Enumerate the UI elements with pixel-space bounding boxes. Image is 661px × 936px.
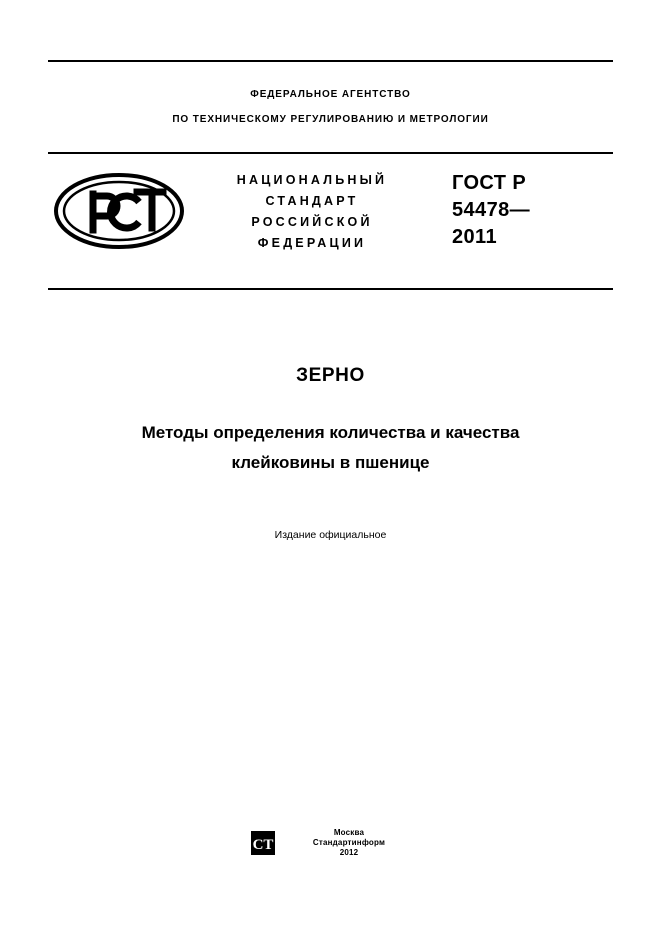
publisher-name: Стандартинформ bbox=[312, 838, 386, 847]
standartinform-logo-icon bbox=[250, 830, 276, 856]
publisher-city: Москва bbox=[333, 828, 365, 837]
svg-text:СТ: СТ bbox=[252, 837, 274, 853]
document-subtitle-line-2: клейковины в пшенице bbox=[231, 453, 430, 472]
designation-line-3: 2011 bbox=[452, 226, 497, 248]
designation-line-1: ГОСТ Р bbox=[452, 172, 527, 194]
divider-bottom bbox=[48, 288, 613, 290]
divider-top bbox=[48, 60, 613, 62]
standard-designation bbox=[452, 170, 612, 251]
designation-line-2: 54478— bbox=[452, 199, 531, 221]
rst-emblem-icon bbox=[53, 172, 185, 250]
standard-kind-line-4: ФЕДЕРАЦИИ bbox=[257, 236, 367, 250]
agency-block bbox=[48, 88, 613, 127]
divider-middle bbox=[48, 152, 613, 154]
standard-kind-line-1: НАЦИОНАЛЬНЫЙ bbox=[236, 173, 388, 187]
standard-kind-line-2: СТАНДАРТ bbox=[265, 194, 359, 208]
publisher-text bbox=[284, 828, 414, 858]
publisher-year: 2012 bbox=[339, 848, 359, 857]
document-subtitle-line-1: Методы определения количества и качества bbox=[141, 423, 520, 442]
agency-line-2: ПО ТЕХНИЧЕСКОМУ РЕГУЛИРОВАНИЮ И МЕТРОЛОГИИ bbox=[172, 114, 489, 125]
page-title: ЗЕРНО bbox=[296, 365, 365, 386]
standard-kind bbox=[196, 170, 428, 254]
edition-note: Издание официальное bbox=[274, 529, 387, 541]
standard-kind-line-3: РОССИЙСКОЙ bbox=[251, 215, 373, 229]
agency-line-1: ФЕДЕРАЛЬНОЕ АГЕНТСТВО bbox=[250, 89, 411, 100]
publisher-block bbox=[250, 828, 420, 868]
document-subtitle bbox=[78, 418, 583, 478]
